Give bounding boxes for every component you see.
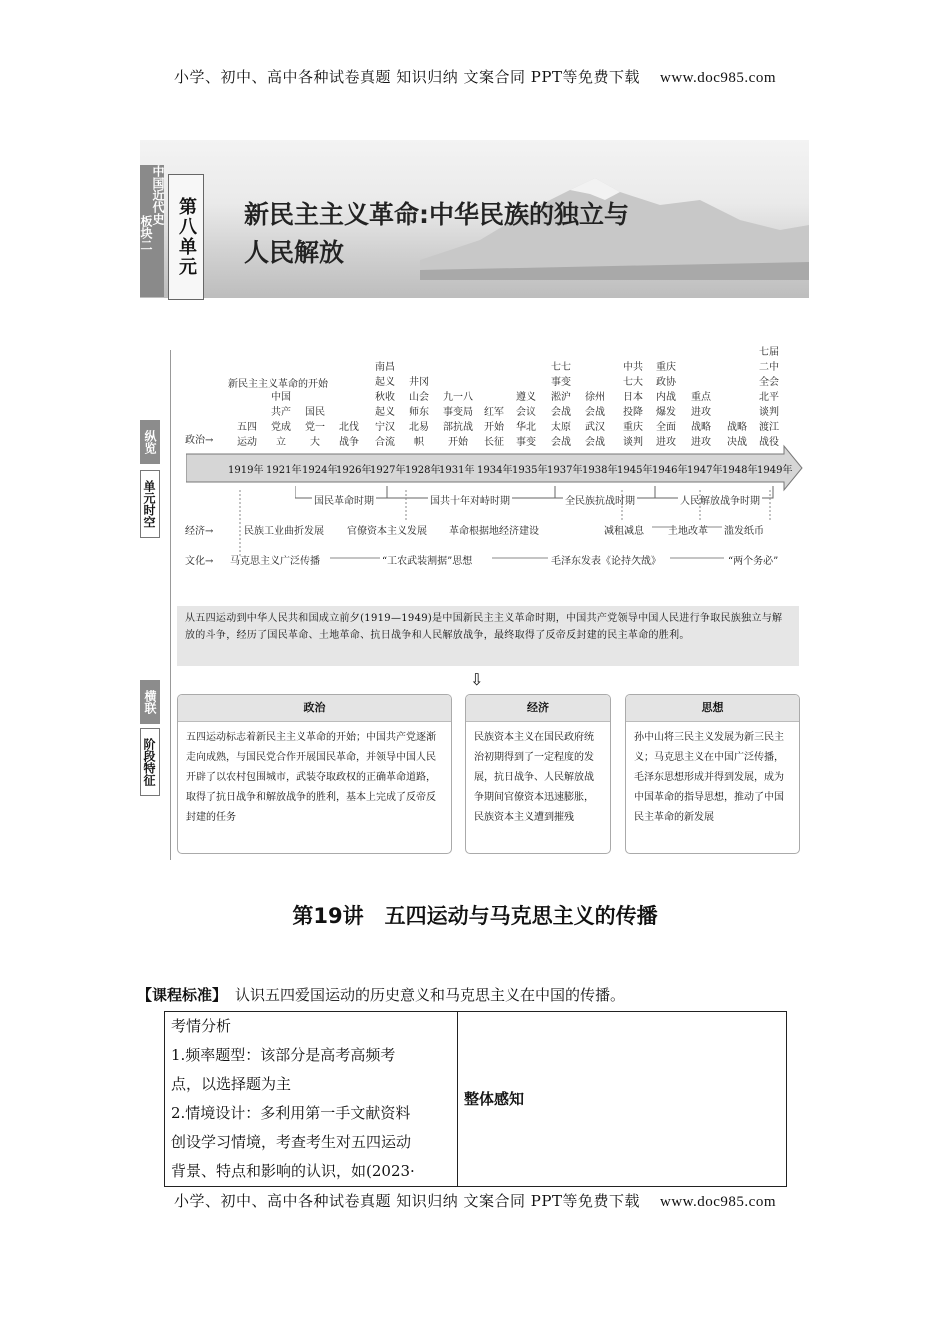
economy-4: 减租减息	[604, 526, 644, 537]
year-1921: 1921年	[266, 465, 302, 476]
section-tab: 板块二	[139, 215, 153, 251]
overview-cell: 整体感知	[458, 1012, 787, 1187]
card-economy	[465, 694, 611, 854]
culture-3: 毛泽东发表《论持久战》	[551, 556, 661, 567]
culture-4: “两个务必”	[728, 556, 779, 567]
row-culture: 文化→	[185, 556, 214, 567]
economy-2: 官僚资本主义发展	[347, 526, 427, 537]
course-standard	[137, 984, 625, 1005]
event-1919: 五四运动	[237, 422, 257, 448]
year-1938: 1938年	[582, 465, 618, 476]
page-header	[0, 66, 950, 87]
tab-stage-features: 阶段特征	[140, 728, 160, 796]
analysis-line-6: 背景、特点和影响的认识，如(2023·	[171, 1162, 415, 1180]
footer-site[interactable]: www.doc985.com	[659, 1194, 776, 1210]
summary-box: 从五四运动到中华人民共和国成立前夕(1919—1949)是中国新民主主义革命时期，中国共产党领导中国人民进行争取民族独立与解放的斗争，经历了国民革命、土地革命、抗日战争和人民解放战争，最终取得了反帝反封建的民主革命的胜利。	[177, 606, 799, 666]
period-ten-year-standoff: 国共十年对峙时期	[428, 492, 512, 507]
card-politics-title: 政治	[178, 695, 451, 722]
economy-6: 滥发纸币	[724, 526, 764, 537]
unit-label: 第八单元	[168, 174, 204, 300]
year-1945: 1945年	[617, 465, 653, 476]
card-economy-title: 经济	[466, 695, 610, 722]
event-1949: 七届二中全会北平谈判渡江战役	[759, 347, 779, 448]
analysis-line-5: 创设学习情境，考查考生对五四运动	[171, 1133, 412, 1151]
event-1935: 遵义会议华北事变	[516, 392, 536, 448]
economy-5: 土地改革	[668, 526, 708, 537]
year-1948: 1948年	[722, 465, 758, 476]
unit-title-line2: 人民解放	[244, 238, 345, 267]
section-name: 中国近代史	[151, 165, 165, 225]
course-standard-text: 认识五四爱国运动的历史意义和马克思主义在中国的传播。	[235, 986, 626, 1004]
period-liberation-war: 人民解放战争时期	[678, 492, 762, 507]
tab-horizontal: 横联	[140, 680, 160, 724]
event-1948: 战略决战	[727, 422, 747, 448]
course-standard-label: 【课程标准】	[137, 986, 228, 1004]
period-national-revolution: 国民革命时期	[312, 492, 376, 507]
year-1924: 1924年	[302, 465, 338, 476]
card-thought-title: 思想	[626, 695, 799, 722]
event-1934: 红军开始长征	[484, 407, 504, 448]
year-1937: 1937年	[547, 465, 583, 476]
economy-1: 民族工业曲折发展	[244, 526, 324, 537]
year-1946: 1946年	[652, 465, 688, 476]
year-1927: 1927年	[370, 465, 406, 476]
analysis-table	[164, 1011, 787, 1187]
timeline-connectors	[230, 480, 800, 570]
event-1947: 重点进攻战略进攻	[691, 392, 711, 448]
card-economy-body: 民族资本主义在国民政府统治初期得到了一定程度的发展，抗日战争、人民解放战争期间官僚资本迅速膨胀，民族资本主义遭到摧残	[474, 732, 594, 823]
lecture-title: 第19讲 五四运动与马克思主义的传播	[292, 904, 658, 928]
analysis-line-2: 1.频率题型：该部分是高考高频考	[171, 1046, 396, 1064]
event-1946: 重庆政协内战爆发全面进攻	[656, 362, 676, 448]
year-1931: 1931年	[439, 465, 475, 476]
event-1931: 九一八事变局部抗战开始	[443, 392, 473, 448]
analysis-cell	[165, 1012, 458, 1187]
year-1934: 1934年	[477, 465, 513, 476]
tab-overview: 纵览	[140, 420, 160, 464]
card-thought	[625, 694, 800, 854]
event-1924: 国民党一大	[305, 407, 325, 448]
economy-3: 革命根据地经济建设	[449, 526, 539, 537]
year-1935: 1935年	[512, 465, 548, 476]
page-footer	[0, 1190, 950, 1211]
footer-text: 小学、初中、高中各种试卷真题 知识归纳 文案合同 PPT等免费下载	[173, 1192, 640, 1210]
event-1928: 井冈山会师东北易帜	[409, 377, 429, 448]
year-1947: 1947年	[687, 465, 723, 476]
analysis-line-1: 考情分析	[171, 1017, 232, 1035]
event-1926: 北伐战争	[339, 422, 359, 448]
card-politics	[177, 694, 452, 854]
top-note: 新民主主义革命的开始	[228, 379, 328, 390]
unit-title-line1: 新民主主义革命:中华民族的独立与	[244, 200, 629, 229]
year-1926: 1926年	[336, 465, 372, 476]
card-politics-body: 五四运动标志着新民主主义革命的开始；中国共产党逐渐走向成熟，与国民党合作开展国民革命，并领导中国人民开辟了以农村包围城市，武装夺取政权的正确革命道路，取得了抗日战争和解放战争的胜利，基本上完成了反帝反封建的任务	[186, 732, 436, 823]
row-politics: 政治→	[185, 435, 214, 446]
tab-unit-space: 单元时空	[140, 470, 160, 538]
diagram-divider	[170, 350, 171, 860]
header-text: 小学、初中、高中各种试卷真题 知识归纳 文案合同 PPT等免费下载	[173, 68, 640, 86]
culture-2: “工农武装割据”思想	[382, 556, 473, 567]
unit-title	[244, 196, 629, 272]
card-thought-body: 孙中山将三民主义发展为新三民主义；马克思主义在中国广泛传播，毛泽东思想形成并得到发展，成为中国革命的指导思想，推动了中国民主革命的新发展	[634, 732, 784, 823]
event-1937: 七七事变淞沪会战太原会战	[551, 362, 571, 448]
period-resistance-war: 全民族抗战时期	[563, 492, 637, 507]
culture-1: 马克思主义广泛传播	[230, 556, 320, 567]
header-site[interactable]: www.doc985.com	[659, 70, 776, 86]
year-1928: 1928年	[405, 465, 441, 476]
event-1927: 南昌起义秋收起义宁汉合流	[375, 362, 395, 448]
event-1938: 徐州会战武汉会战	[585, 392, 605, 448]
analysis-line-3: 点，以选择题为主	[171, 1075, 292, 1093]
year-1919: 1919年	[228, 465, 264, 476]
event-1921: 中国共产党成立	[271, 392, 291, 448]
event-1945: 中共七大日本投降重庆谈判	[623, 362, 643, 448]
row-economy: 经济→	[185, 526, 214, 537]
down-arrow-icon: ⇩	[470, 670, 484, 689]
year-1949: 1949年	[757, 465, 793, 476]
analysis-line-4: 2.情境设计：多利用第一手文献资料	[171, 1104, 411, 1122]
